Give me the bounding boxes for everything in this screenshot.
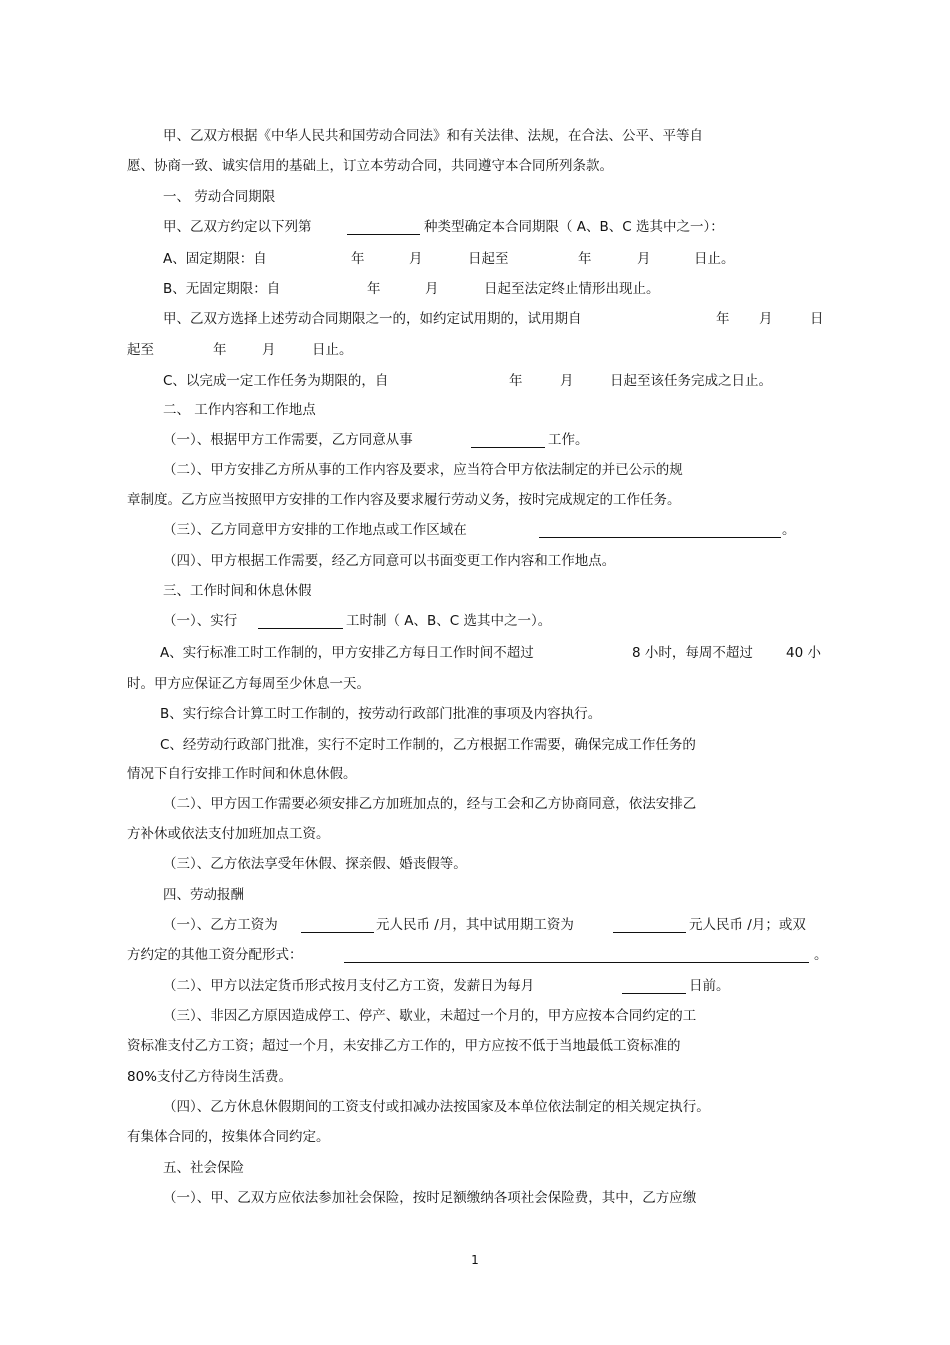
other-salary-form-suffix: 。 <box>814 947 828 963</box>
open-term-month: 月 <box>425 281 439 297</box>
intro-line-1: 甲、乙双方根据《中华人民共和国劳动合同法》和有关法律、法规，在合法、公平、平等自 <box>163 128 703 144</box>
flexible-hours-line-2: 情况下自行安排工作时间和休息休假。 <box>127 766 357 782</box>
section-3-heading: 三、工作时间和休息休假 <box>163 583 312 599</box>
trial-until-year: 年 <box>213 342 227 358</box>
job-type-blank <box>471 447 545 448</box>
task-term-tail: 日起至该任务完成之日止。 <box>610 373 772 389</box>
fixed-term-label: A、固定期限：自 <box>163 251 267 267</box>
standard-hours-weekly: 40 小 <box>786 645 821 661</box>
standard-hours-line-1: A、实行标准工时工作制的，甲方安排乙方每日工作时间不超过 <box>160 645 534 661</box>
work-location-suffix: 。 <box>782 522 796 538</box>
trial-until-month: 月 <box>262 342 276 358</box>
job-requirements-line-2: 章制度。乙方应当按照甲方安排的工作内容及要求履行劳动义务，按时完成规定的工作任务。 <box>127 492 681 508</box>
overtime-line-1: （二）、甲方因工作需要必须安排乙方加班加点的，经与工会和乙方协商同意，依法安排乙 <box>163 796 697 812</box>
job-change-clause: （四）、甲方根据工作需要，经乙方同意可以书面变更工作内容和工作地点。 <box>163 553 616 569</box>
fixed-term-year-2: 年 <box>578 251 592 267</box>
stoppage-pay-line-2: 资标准支付乙方工资；超过一个月，未安排乙方工作的，甲方应按不低于当地最低工资标准的 <box>127 1038 681 1054</box>
job-content-suffix: 工作。 <box>548 432 589 448</box>
other-salary-form-prefix: 方约定的其他工资分配形式： <box>127 947 303 963</box>
job-requirements-line-1: （二）、甲方安排乙方所从事的工作内容及要求，应当符合甲方依法制定的并已公示的规 <box>163 462 683 478</box>
intro-line-2: 愿、协商一致、诚实信用的基础上，订立本劳动合同，共同遵守本合同所列条款。 <box>127 158 613 174</box>
stoppage-pay-line-1: （三）、非因乙方原因造成停工、停产、歇业，未超过一个月的，甲方应按本合同约定的工 <box>163 1008 697 1024</box>
standard-hours-line-2: 时。甲方应保证乙方每周至少休息一天。 <box>127 676 370 692</box>
fixed-term-day-from: 日起至 <box>468 251 509 267</box>
payday-suffix: 日前。 <box>689 978 730 994</box>
salary-suffix: 元人民币 /月；或双 <box>689 917 806 933</box>
flexible-hours-line-1: C、经劳动行政部门批准，实行不定时工作制的，乙方根据工作需要，确保完成工作任务的 <box>160 737 696 753</box>
section-5-heading: 五、社会保险 <box>163 1160 244 1176</box>
open-term-tail: 日起至法定终止情形出现止。 <box>484 281 660 297</box>
overtime-line-2: 方补休或依法支付加班加点工资。 <box>127 826 330 842</box>
trial-until-prefix: 起至 <box>127 342 154 358</box>
fixed-term-month-2: 月 <box>637 251 651 267</box>
trial-until-end: 日止。 <box>312 342 353 358</box>
term-type-blank <box>347 234 420 235</box>
section-1-heading: 一、 劳动合同期限 <box>163 189 276 205</box>
other-salary-form-blank <box>344 962 809 963</box>
payday-blank <box>622 993 686 994</box>
task-term-year: 年 <box>509 373 523 389</box>
working-hours-system-blank <box>258 628 343 629</box>
stoppage-pay-line-3: 80%支付乙方待岗生活费。 <box>127 1069 293 1085</box>
trial-month: 月 <box>759 311 773 327</box>
work-location-blank <box>539 537 781 538</box>
fixed-term-day-end: 日止。 <box>694 251 735 267</box>
page-number: 1 <box>471 1253 479 1267</box>
section-4-heading: 四、劳动报酬 <box>163 887 244 903</box>
trial-day: 日 <box>810 311 824 327</box>
social-insurance-line-1: （一）、甲、乙双方应依法参加社会保险，按时足额缴纳各项社会保险费，其中，乙方应缴 <box>163 1190 697 1206</box>
leave-pay-line-2: 有集体合同的，按集体合同约定。 <box>127 1129 330 1145</box>
task-term-month: 月 <box>560 373 574 389</box>
work-location-prefix: （三）、乙方同意甲方安排的工作地点或工作区域在 <box>163 522 467 538</box>
term-type-suffix: 种类型确定本合同期限（ A、B、C 选其中之一）： <box>424 219 724 235</box>
fixed-term-year-1: 年 <box>351 251 365 267</box>
comprehensive-hours-clause: B、实行综合计算工时工作制的，按劳动行政部门批准的事项及内容执行。 <box>160 706 602 722</box>
salary-amount-blank <box>301 932 374 933</box>
payday-prefix: （二）、甲方以法定货币形式按月支付乙方工资，发薪日为每月 <box>163 978 535 994</box>
leave-clause: （三）、乙方依法享受年休假、探亲假、婚丧假等。 <box>163 856 467 872</box>
trial-year: 年 <box>716 311 730 327</box>
open-term-year: 年 <box>367 281 381 297</box>
standard-hours-daily: 8 小时，每周不超过 <box>632 645 753 661</box>
trial-period-prefix: 甲、乙双方选择上述劳动合同期限之一的，如约定试用期的，试用期自 <box>163 311 582 327</box>
open-term-label: B、无固定期限：自 <box>163 281 281 297</box>
leave-pay-line-1: （四）、乙方休息休假期间的工资支付或扣减办法按国家及本单位依法制定的相关规定执行。 <box>163 1099 710 1115</box>
task-term-label: C、以完成一定工作任务为期限的，自 <box>163 373 389 389</box>
trial-salary-blank <box>613 932 686 933</box>
salary-prefix: （一）、乙方工资为 <box>163 917 278 933</box>
section-2-heading: 二、 工作内容和工作地点 <box>163 402 316 418</box>
working-hours-system-prefix: （一）、实行 <box>163 613 238 629</box>
fixed-term-month-1: 月 <box>409 251 423 267</box>
salary-middle: 元人民币 /月，其中试用期工资为 <box>376 917 574 933</box>
working-hours-system-suffix: 工时制（ A、B、C 选其中之一）。 <box>346 613 552 629</box>
job-content-prefix: （一）、根据甲方工作需要，乙方同意从事 <box>163 432 413 448</box>
term-type-prefix: 甲、乙双方约定以下列第 <box>163 219 312 235</box>
